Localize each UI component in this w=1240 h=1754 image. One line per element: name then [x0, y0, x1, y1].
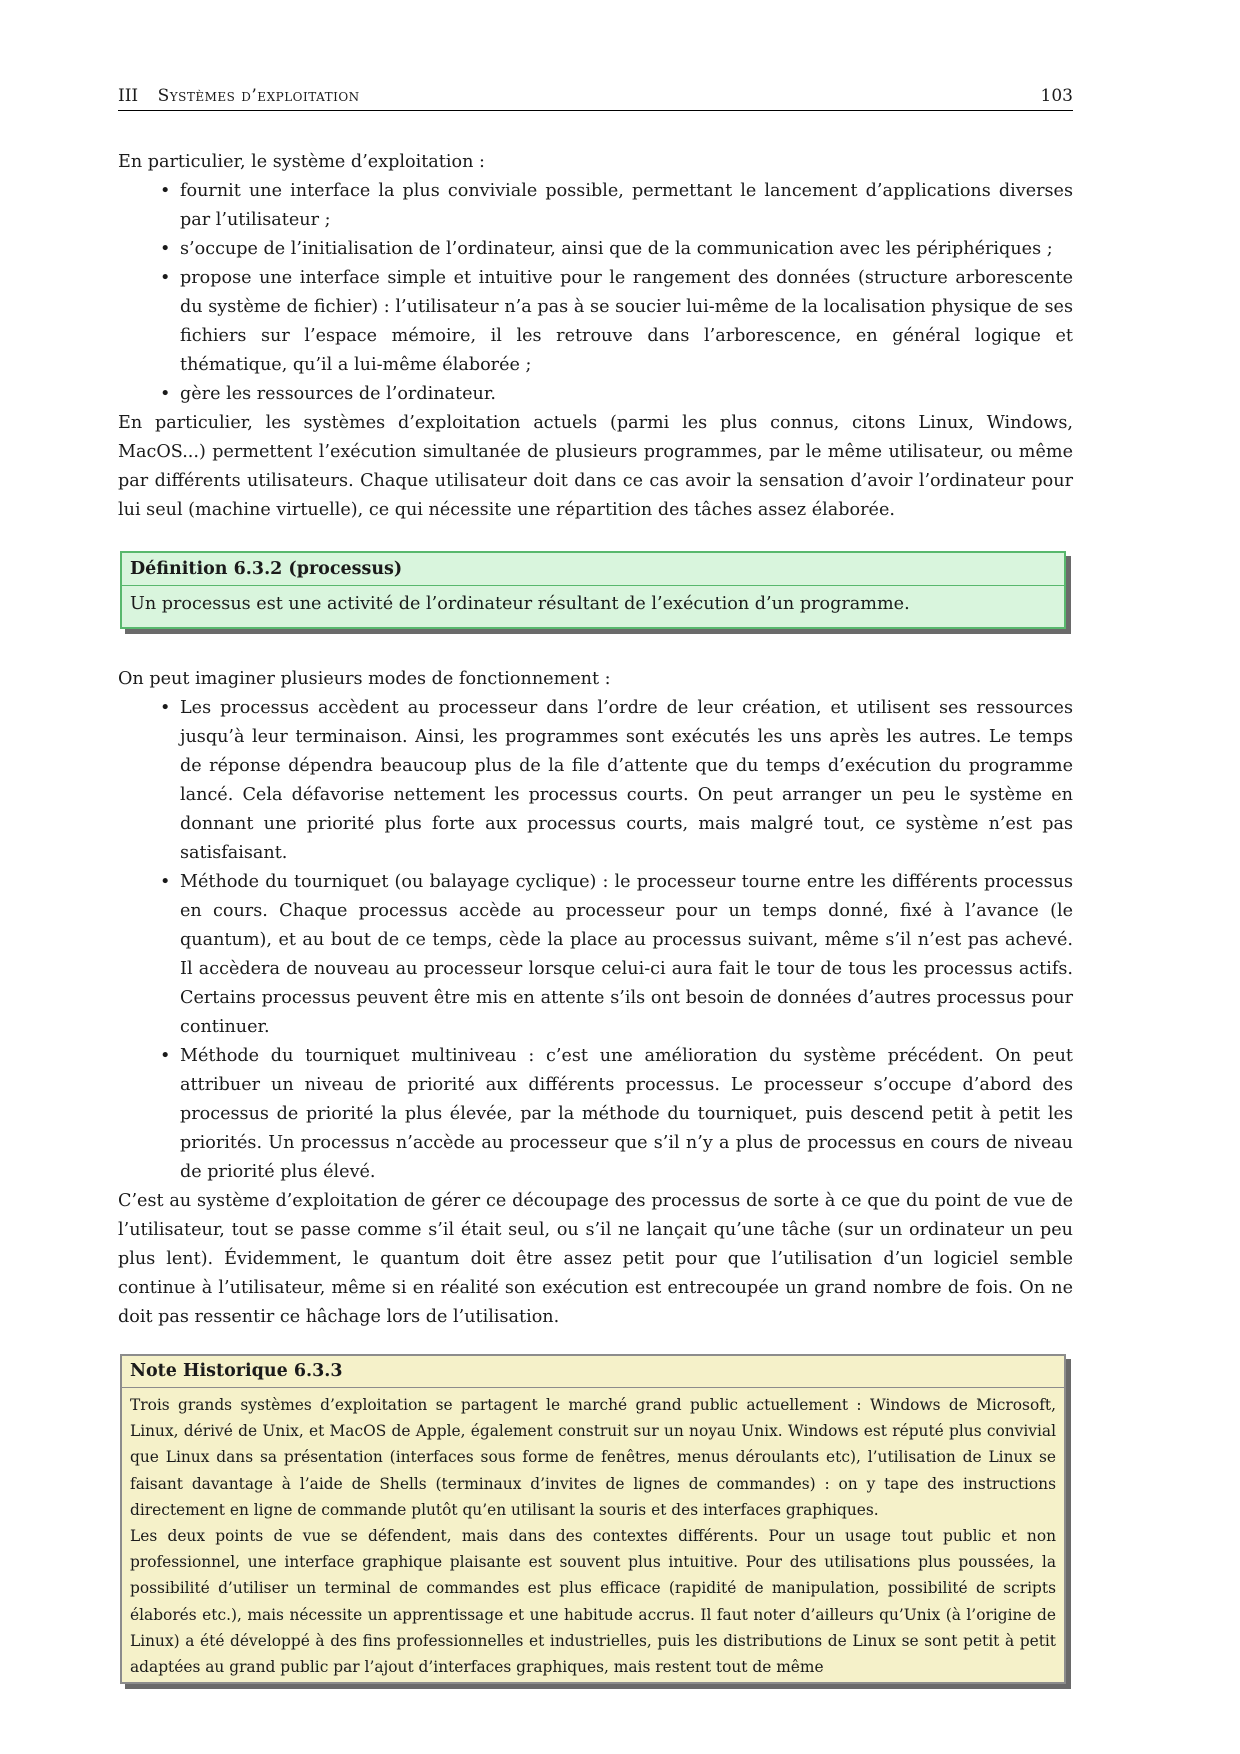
definition-divider — [122, 585, 1064, 586]
definition-body: Un processus est une activité de l’ordinateur résultant de l’exécution d’un programme. — [130, 594, 910, 614]
chapter-heading — [118, 86, 360, 106]
section2-paragraph: C’est au système d’exploitation de gérer ce découpage des processus de sorte à ce que du point de vue de l’utilisateur, tout se passe comme s’il était seul, ou s’il ne lançait qu’une tâche (sur un ordinateur un peu plus lent). Évidemment, le quantum doit être assez petit pour que l’utilisation d’un logiciel semble continue à l’utilisateur, même si en réalité son exécution est entrecoupée un grand nombre de fois. On ne doit pas ressentir ce hâchage lors de l’utilisation. — [118, 1191, 1073, 1327]
chapter-number: III — [118, 86, 139, 106]
list-item: • Les processus accèdent au processeur dans l’ordre de leur création, et utilisent ses ressources jusqu’à leur terminaison. Ainsi, les programmes sont exécutés les uns après les autres. Le temps de réponse dépendra beaucoup plus de la file d’attente que du temps d’exécution du programme lancé. Cela défavorise nettement les processus courts. On peut arranger un peu le système en donnant une priorité plus forte aux processus courts, mais malgré tout, ce système n’est pas satisfaisant. — [180, 694, 1073, 868]
page-number: 103 — [1040, 86, 1073, 106]
section2-intro: On peut imaginer plusieurs modes de fonctionnement : — [118, 669, 611, 689]
list-item: • propose une interface simple et intuitive pour le rangement des données (structure arborescente du système de fichier) : l’utilisateur n’a pas à se soucier lui-même de la localisation physique de ses fichiers sur l’espace mémoire, il les retrouve dans l’arborescence, en général logique et thématique, qu’il a lui-même élaborée ; — [180, 264, 1073, 380]
chapter-title: Systèmes d’exploitation — [157, 86, 360, 106]
note-title: Note Historique 6.3.3 — [130, 1361, 343, 1381]
page-body — [118, 148, 1073, 1684]
section2-bullet-list — [118, 694, 1073, 1187]
section1-paragraph: En particulier, les systèmes d’exploitation actuels (parmi les plus connus, citons Linux, Windows, MacOS...) permettent l’exécution simultanée de plusieurs programmes, par le même utilisateur, ou même par différents utilisateurs. Chaque utilisateur doit dans ce cas avoir la sensation d’avoir l’ordinateur pour lui seul (machine virtuelle), ce qui nécessite une répartition des tâches assez élaborée. — [118, 413, 1073, 520]
list-item: • fournit une interface la plus conviviale possible, permettant le lancement d’applications diverses par l’utilisateur ; — [180, 177, 1073, 235]
note-paragraph: Les deux points de vue se défendent, mais dans des contextes différents. Pour un usage tout public et non professionnel, une interface graphique plaisante est souvent plus intuitive. Pour des utilisations plus poussées, la possibilité d’utiliser un terminal de commandes est plus efficace (rapidité de manipulation, possibilité de scripts élaborés etc.), mais nécessite un apprentissage et une habitude accrus. Il faut noter d’ailleurs qu’Unix (à l’origine de Linux) a été développé à des fins professionnelles et industrielles, puis les distributions de Linux se sont petit à petit adaptées au grand public par l’ajout d’interfaces graphiques, mais restent tout de même — [130, 1527, 1056, 1677]
list-item: • Méthode du tourniquet (ou balayage cyclique) : le processeur tourne entre les différents processus en cours. Chaque processus accède au processeur pour un temps donné, fixé à l’avance (le quantum), et au bout de ce temps, cède la place au processus suivant, même s’il n’est pas achevé. Il accèdera de nouveau au processeur lorsque celui-ci aura fait le tour de tous les processus actifs. Certains processus peuvent être mis en attente s’ils ont besoin de données d’autres processus pour continuer. — [180, 868, 1073, 1042]
list-item: • s’occupe de l’initialisation de l’ordinateur, ainsi que de la communication avec les périphériques ; — [180, 235, 1073, 264]
section1-bullet-list — [118, 177, 1073, 409]
definition-box — [120, 551, 1066, 629]
historical-note-box — [120, 1354, 1066, 1684]
list-item: • Méthode du tourniquet multiniveau : c’est une amélioration du système précédent. On peut attribuer un niveau de priorité aux différents processus. Le processeur s’occupe d’abord des processus de priorité la plus élevée, par la méthode du tourniquet, puis descend petit à petit les priorités. Un processus n’accède au processeur que s’il n’y a plus de processus en cours de niveau de priorité plus élevé. — [180, 1042, 1073, 1187]
section1-intro: En particulier, le système d’exploitation : — [118, 152, 485, 172]
running-header — [118, 86, 1073, 111]
definition-title: Définition 6.3.2 (processus) — [130, 559, 403, 579]
list-item: • gère les ressources de l’ordinateur. — [180, 380, 1073, 409]
note-body — [130, 1392, 1056, 1680]
note-paragraph: Trois grands systèmes d’exploitation se partagent le marché grand public actuellement : Windows de Microsoft, Linux, dérivé de Unix, et MacOS de Apple, également construit sur un noyau Unix. Windows est réputé plus convivial que Linux dans sa présentation (interfaces sous forme de fenêtres, menus déroulants etc), l’utilisation de Linux se faisant davantage à l’aide de Shells (terminaux d’invites de lignes de commandes) : on y tape des instructions directement en ligne de commande plutôt qu’en utilisant la souris et des interfaces graphiques. — [130, 1396, 1056, 1519]
page — [118, 86, 1073, 1684]
note-divider — [122, 1387, 1064, 1388]
